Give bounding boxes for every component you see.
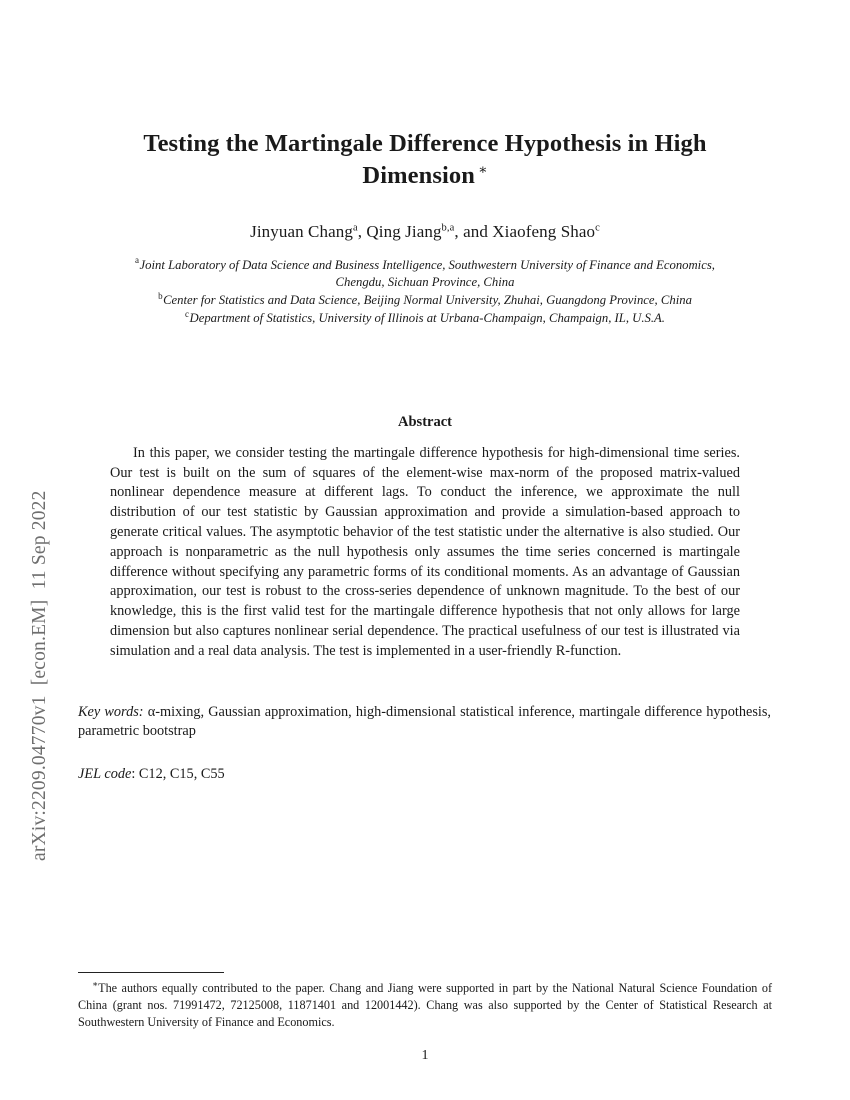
affiliation-a-line-1	[78, 257, 772, 275]
footnote-marker: ∗	[92, 978, 99, 989]
jel-code-label: JEL code	[78, 766, 132, 783]
footnote-text	[78, 980, 772, 1031]
affiliation-marker-b: b	[158, 290, 163, 301]
author-name-3: Xiaofeng Shao	[492, 221, 596, 241]
paper-page	[78, 0, 772, 1100]
author-affiliation-marker-1: a	[352, 222, 358, 233]
author-separator-2: , and	[454, 221, 493, 241]
arxiv-stamp-text: arXiv:2209.04770v1 [econ.EM] 11 Sep 2022	[29, 490, 50, 861]
affiliation-a-text-1: Joint Laboratory of Data Science and Business Intelligence, Southwestern University of Finance and Economics,	[139, 257, 715, 272]
page-title-text: Testing the Martingale Difference Hypothesis in High Dimension	[143, 130, 707, 190]
authors-line	[78, 222, 772, 242]
abstract-text: In this paper, we consider testing the martingale difference hypothesis for high-dimensional time series. Our test is built on the sum of squares of the element-wise max-norm of the proposed matrix-valued nonlinear dependence measure at different lags. To conduct the inference, we approximate the null distribution of our test statistic by Gaussian approximation and provide a simulation-based approach to generate critical values. The asymptotic behavior of the test statistic under the alternative is also studied. Our approach is nonparametric as the null hypothesis only assumes the time series concerned is martingale difference without specifying any parametric forms of its conditional moments. As an advantage of Gaussian approximation, our test is robust to the cross-series dependence of unknown magnitude. To the best of our knowledge, this is the first valid test for the martingale difference hypothesis that not only allows for large dimension but also captures nonlinear serial dependence. The practical usefulness of our test is illustrated via simulation and a real data analysis. The test is implemented in a user-friendly R-function.	[110, 444, 740, 659]
author-affiliation-marker-3: c	[595, 222, 600, 233]
author-separator-1: ,	[357, 221, 367, 241]
keywords-label: Key words:	[78, 703, 144, 720]
author-name-2: Qing Jiang	[366, 221, 442, 241]
abstract-heading: Abstract	[398, 413, 452, 430]
affiliation-b-line-1	[78, 292, 772, 310]
affiliation-marker-a: a	[135, 255, 140, 266]
keywords-value: α-mixing, Gaussian approximation, high-dimensional statistical inference, martingale difference hypothesis, parametric bootstrap	[78, 703, 771, 740]
footnote-block	[78, 972, 772, 1031]
arxiv-stamp	[0, 0, 60, 1100]
jel-code-line	[78, 765, 772, 785]
page-number: 1	[421, 1048, 429, 1063]
author-affiliation-marker-2: b,a	[441, 222, 455, 233]
jel-code-value: : C12, C15, C55	[131, 766, 225, 783]
affiliations-block	[78, 257, 772, 328]
abstract-block	[78, 414, 772, 662]
affiliation-marker-c: c	[185, 308, 190, 319]
title-footnote-marker: ∗	[477, 163, 488, 179]
footnote-rule	[78, 972, 224, 973]
page-title	[110, 128, 740, 193]
title-block	[78, 128, 772, 193]
metadata-block	[78, 703, 772, 785]
keywords-line	[78, 703, 772, 743]
affiliation-a-line-2: Chengdu, Sichuan Province, China	[335, 275, 515, 290]
affiliation-c-line-1	[78, 310, 772, 328]
footnote-body: The authors equally contributed to the paper. Chang and Jiang were supported in part by the National Natural Science Foundation of China (grant nos. 71991472, 72125008, 11871401 and 12001442). Chang was also supported by the Center of Statistical Research at Southwestern University of Finance and Economics.	[78, 981, 772, 1030]
author-name-1: Jinyuan Chang	[250, 221, 353, 241]
affiliation-c-text-1: Department of Statistics, University of Illinois at Urbana-Champaign, Champaign, IL, U.S.A.	[189, 311, 665, 325]
affiliation-b-text-1: Center for Statistics and Data Science, Beijing Normal University, Zhuhai, Guangdong Province, China	[163, 293, 692, 308]
